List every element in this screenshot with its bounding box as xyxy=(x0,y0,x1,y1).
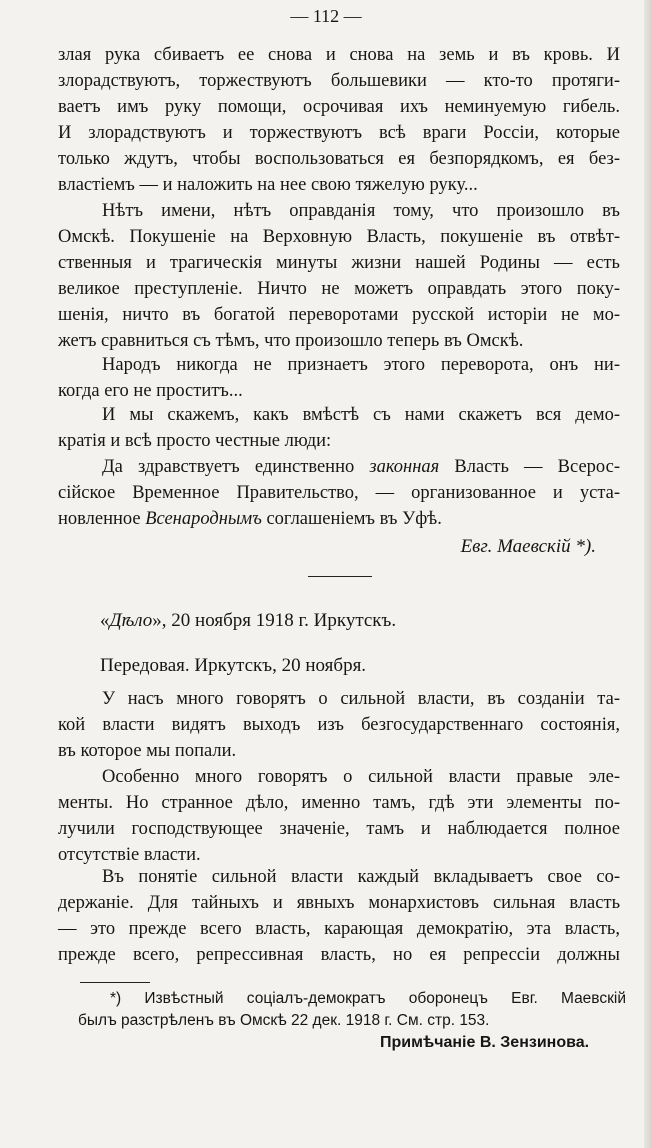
text-line: Народъ никогда не признаетъ этого переворота, онъ ни- xyxy=(102,355,620,375)
text-line: только ждутъ, чтобы воспользоваться ея безпорядкомъ, ея без- xyxy=(58,149,620,169)
text-line: властіемъ — и наложить на нее свою тяжелую руку... xyxy=(58,175,478,195)
text-line: У насъ много говорятъ о сильной власти, въ созданіи та- xyxy=(102,689,620,709)
text-run: соглашеніемъ въ Уфѣ. xyxy=(261,509,442,529)
subheading: Передовая. Иркутскъ, 20 ноября. xyxy=(100,655,367,676)
italic-word: законная xyxy=(369,457,440,477)
text-line: когда его не проститъ... xyxy=(58,381,243,401)
text-line: лучили господствующее значеніе, тамъ и наблюдается полное xyxy=(58,819,620,839)
page-number: — 112 — xyxy=(290,6,362,26)
text-line: — это прежде всего власть, карающая демократію, эта власть, xyxy=(58,919,620,939)
paragraph-8 xyxy=(58,864,620,968)
text-line: великое преступленіе. Ничто не можетъ оправдать этого поку- xyxy=(58,279,620,299)
editor-note: Примѣчаніе В. Зензинова. xyxy=(380,1034,590,1051)
text-line: шенія, ничто въ богатой переворотами русской исторіи не мо- xyxy=(58,305,620,325)
text-line: ственныя и трагическія минуты жизни нашей Родины — есть xyxy=(58,253,620,273)
text-line: сійское Временное Правительство, — организованное и уста- xyxy=(58,483,620,503)
text-line: кратія и всѣ просто честные люди: xyxy=(58,431,332,451)
footnote xyxy=(78,988,626,1032)
text-line: ваетъ имъ руку помощи, осрочивая ихъ неминуемую гибель. xyxy=(58,97,620,117)
author-signature: Евг. Маевскій *). xyxy=(460,536,596,557)
text-run: 20 ноября 1918 г. Иркутскъ. xyxy=(171,610,397,631)
text-run: Власть — Всерос- xyxy=(439,457,620,477)
page-edge-shadow xyxy=(644,0,652,1148)
paragraph-2 xyxy=(58,198,620,354)
paragraph-6 xyxy=(58,686,620,764)
text-line: кой власти видятъ выходъ изъ безгосударственнаго состоянія, xyxy=(58,715,620,735)
text-line: злая рука сбиваетъ ее снова и снова на земь и въ кровь. И xyxy=(58,45,620,65)
text-run: Да здравствуетъ единственно xyxy=(102,457,370,477)
footnote-rule xyxy=(80,982,150,983)
text-line: Особенно много говорятъ о сильной власти правые эле- xyxy=(102,767,620,787)
text-run: новленное xyxy=(58,509,146,529)
source-heading xyxy=(100,610,396,632)
italic-word: Всенароднымъ xyxy=(145,509,262,529)
text-run: « xyxy=(100,610,110,631)
text-line: держаніе. Для тайныхъ и явныхъ монархистовъ сильная власть xyxy=(58,893,620,913)
text-line: менты. Но странное дѣло, именно тамъ, гдѣ эти элементы по- xyxy=(58,793,620,813)
text-line: И злорадствуютъ и торжествуютъ всѣ враги Россіи, которые xyxy=(58,123,620,143)
text-line: Нѣтъ имени, нѣтъ оправданія тому, что произошло въ xyxy=(102,201,620,221)
paragraph-3 xyxy=(58,352,620,404)
text-run: », xyxy=(152,610,172,631)
text-line: отсутствіе власти. xyxy=(58,845,201,865)
text-line: жетъ сравниться съ тѣмъ, что произошло теперь въ Омскѣ. xyxy=(58,331,524,351)
text-line: прежде всего, репрессивная власть, но ея репрессіи должны xyxy=(58,945,620,965)
newspaper-name: Дѣло xyxy=(109,610,153,631)
text-line: въ которое мы попали. xyxy=(58,741,237,761)
footnote-line: *) Извѣстный соціалъ-демократъ оборонецъ Евг. Маевскій xyxy=(110,990,626,1007)
text-line xyxy=(58,506,620,532)
text-line xyxy=(58,454,620,480)
text-line: злорадствуютъ, торжествуютъ большевики — кто-то протяги- xyxy=(58,71,620,91)
text-line: Омскѣ. Покушеніе на Верховную Власть, покушеніе въ отвѣт- xyxy=(58,227,620,247)
paragraph-1 xyxy=(58,42,620,198)
paragraph-7 xyxy=(58,764,620,868)
text-line: Въ понятіе сильной власти каждый вкладываетъ свое со- xyxy=(102,867,620,887)
section-divider xyxy=(308,576,372,577)
footnote-line: былъ разстрѣленъ въ Омскѣ 22 дек. 1918 г. См. стр. 153. xyxy=(78,1012,490,1029)
paragraph-4 xyxy=(58,402,620,454)
paragraph-5 xyxy=(58,454,620,532)
text-line: И мы скажемъ, какъ вмѣстѣ съ нами скажетъ вся демо- xyxy=(102,405,620,425)
